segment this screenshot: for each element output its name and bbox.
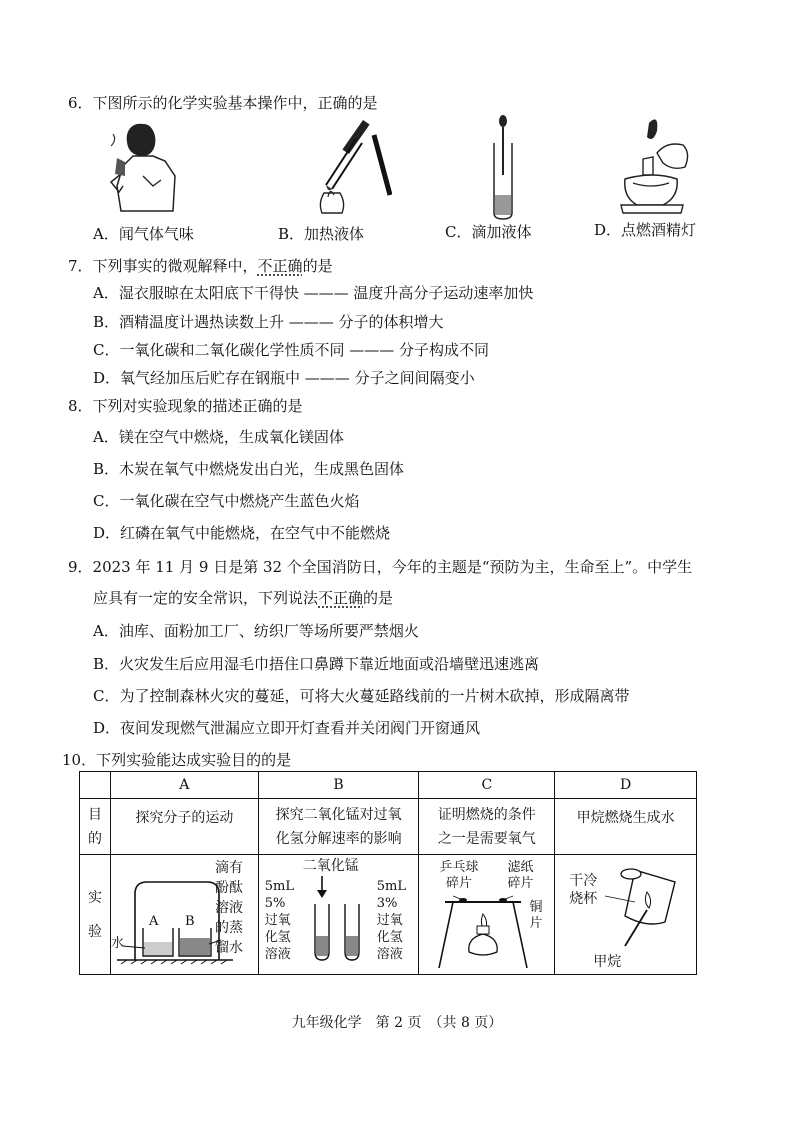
smell-gas-figure — [103, 116, 195, 221]
q9-option-a: A．油库、面粉加工厂、纺织厂等场所要严禁烟火 — [93, 622, 419, 640]
exp-b-left-3: 过氧 — [264, 912, 291, 928]
q6-option-c: C．滴加液体 — [445, 223, 532, 241]
q10-purpose-row — [80, 799, 697, 855]
exp-a-beaker-b-label: B — [184, 913, 195, 929]
q10-stem: 10．下列实验能达成实验目的的是 — [62, 751, 292, 769]
q10-header-c: C — [419, 772, 555, 799]
exp-b-catalyst-label: 二氧化锰 — [302, 857, 359, 874]
purpose-b-line2: 化氢分解速率的影响 — [275, 830, 402, 847]
exp-a-note-1: 滴有 — [214, 859, 243, 876]
q10-experiment-b — [258, 855, 419, 975]
exp-b-right-1: 5mL — [376, 878, 406, 894]
experiment-label-1: 实 — [87, 889, 102, 906]
exp-c-paper-label — [507, 860, 533, 892]
q10-purpose-a — [110, 799, 258, 855]
exp-a-note-3: 溶液 — [214, 899, 243, 916]
purpose-label-1: 目 — [87, 806, 102, 823]
q7-option-c: C．一氧化碳和二氧化碳化学性质不同 ——— 分子构成不同 — [93, 341, 490, 359]
q10-purpose-c — [419, 799, 555, 855]
exp-b-right-3: 过氧 — [376, 912, 403, 928]
exp-c-copper-2: 片 — [529, 915, 543, 931]
q10-header-d: D — [555, 772, 697, 799]
q8-option-c: C．一氧化碳在空气中燃烧产生蓝色火焰 — [93, 492, 360, 510]
q9-stem-emphasis: 不正确 — [318, 589, 364, 607]
exp-b-right-2: 3% — [376, 895, 398, 911]
tripod-burner-figure — [433, 892, 533, 972]
exp-d-beaker-1: 干冷 — [569, 872, 598, 889]
q9-stem-pre: 应具有一定的安全常识，下列说法 — [93, 589, 319, 607]
q10-experiment-label — [80, 855, 111, 975]
q10-experiment-a — [110, 855, 258, 975]
test-tubes-figure — [299, 874, 379, 974]
q9-option-c: C．为了控制森林火灾的蔓延，可将大火蔓延路线前的一片树木砍掉，形成隔离带 — [93, 687, 630, 705]
exp-c-pingpong-1: 乒乓球 — [439, 859, 479, 875]
exp-a-note-4: 的蒸 — [214, 919, 243, 936]
exp-c-paper-2: 碎片 — [507, 875, 534, 891]
exp-b-right-text — [377, 878, 406, 963]
purpose-c-line2: 之一是需要氧气 — [437, 830, 536, 847]
purpose-c-line1: 证明燃烧的条件 — [437, 806, 536, 823]
exp-b-left-5: 溶液 — [264, 946, 291, 962]
exp-c-pingpong-2: 碎片 — [445, 875, 472, 891]
q10-purpose-b — [258, 799, 419, 855]
exp-c-pingpong-label — [439, 860, 478, 892]
q9-stem-line2 — [93, 588, 393, 608]
exp-a-note — [215, 858, 243, 958]
purpose-label-2: 的 — [87, 830, 102, 847]
q7-stem — [68, 256, 333, 276]
heat-liquid-figure — [312, 115, 392, 223]
drop-liquid-figure — [488, 113, 518, 223]
q6-stem: 6．下图所示的化学实验基本操作中，正确的是 — [68, 94, 378, 112]
q10-purpose-d — [555, 799, 697, 855]
exp-a-beaker-a-label: A — [148, 913, 159, 929]
q10-table — [79, 771, 697, 975]
exp-b-right-5: 溶液 — [376, 946, 403, 962]
q9-option-b: B．火灾发生后应用湿毛巾捂住口鼻蹲下靠近地面或沿墙壁迅速逃离 — [93, 655, 540, 673]
exp-a-note-2: 酚酞 — [214, 879, 243, 896]
exp-d-beaker-label — [569, 872, 597, 908]
q10-header-a: A — [110, 772, 258, 799]
q7-option-b: B．酒精温度计遇热读数上升 ——— 分子的体积增大 — [93, 313, 444, 331]
q7-stem-pre: 7．下列事实的微观解释中， — [68, 257, 258, 275]
exp-d-beaker-2: 烧杯 — [569, 890, 598, 907]
q10-header-row — [80, 772, 697, 799]
exp-b-right-4: 化氢 — [376, 929, 403, 945]
q8-option-a: A．镁在空气中燃烧，生成氧化镁固体 — [93, 428, 344, 446]
q6-option-b: B．加热液体 — [278, 225, 365, 243]
q10-purpose-label — [80, 799, 111, 855]
q10-corner-cell — [80, 772, 111, 799]
experiment-label-2: 验 — [87, 923, 102, 940]
q6-option-d: D．点燃酒精灯 — [594, 221, 697, 239]
q10-experiment-row — [80, 855, 697, 975]
q8-option-b: B．木炭在氧气中燃烧发出白光，生成黑色固体 — [93, 460, 405, 478]
q9-stem-line1: 9．2023 年 11 月 9 日是第 32 个全国消防日，今年的主题是“预防为主，生命至上”。中学生 — [68, 558, 693, 576]
exp-b-left-text — [265, 878, 294, 963]
exp-d-gas-label: 甲烷 — [593, 953, 622, 970]
purpose-d-text: 甲烷燃烧生成水 — [576, 810, 675, 826]
exp-c-paper-1: 滤纸 — [507, 859, 534, 875]
q9-stem-post: 的是 — [363, 589, 394, 607]
page-footer: 九年级化学 第 2 页 （共 8 页） — [291, 1015, 503, 1031]
exp-a-water-label: 水 — [110, 935, 124, 951]
exp-b-left-4: 化氢 — [264, 929, 291, 945]
q6-option-a: A．闻气体气味 — [93, 225, 194, 243]
purpose-a-text: 探究分子的运动 — [135, 810, 234, 826]
q10-experiment-c — [419, 855, 555, 975]
exp-a-note-5: 馏水 — [214, 939, 243, 956]
q7-option-a: A．湿衣服晾在太阳底下干得快 ——— 温度升高分子运动速率加快 — [93, 284, 534, 302]
q10-header-b: B — [258, 772, 419, 799]
q10-experiment-d — [555, 855, 697, 975]
q7-option-d: D．氧气经加压后贮存在钢瓶中 ——— 分子之间间隔变小 — [93, 369, 475, 387]
exp-b-left-2: 5% — [264, 895, 286, 911]
exp-c-copper-1: 铜 — [529, 899, 543, 915]
purpose-b-line1: 探究二氧化锰对过氧 — [275, 806, 402, 823]
light-alcohol-lamp-figure — [613, 113, 693, 225]
exp-b-left-1: 5mL — [264, 878, 294, 894]
q9-option-d: D．夜间发现燃气泄漏应立即开灯查看并关闭阀门开窗通风 — [93, 719, 481, 737]
q7-stem-emphasis: 不正确 — [257, 257, 303, 275]
q8-option-d: D．红磷在氧气中能燃烧，在空气中不能燃烧 — [93, 524, 391, 542]
q8-stem: 8．下列对实验现象的描述正确的是 — [68, 397, 303, 415]
inverted-beaker-figure — [595, 862, 691, 958]
q7-stem-post: 的是 — [302, 257, 333, 275]
